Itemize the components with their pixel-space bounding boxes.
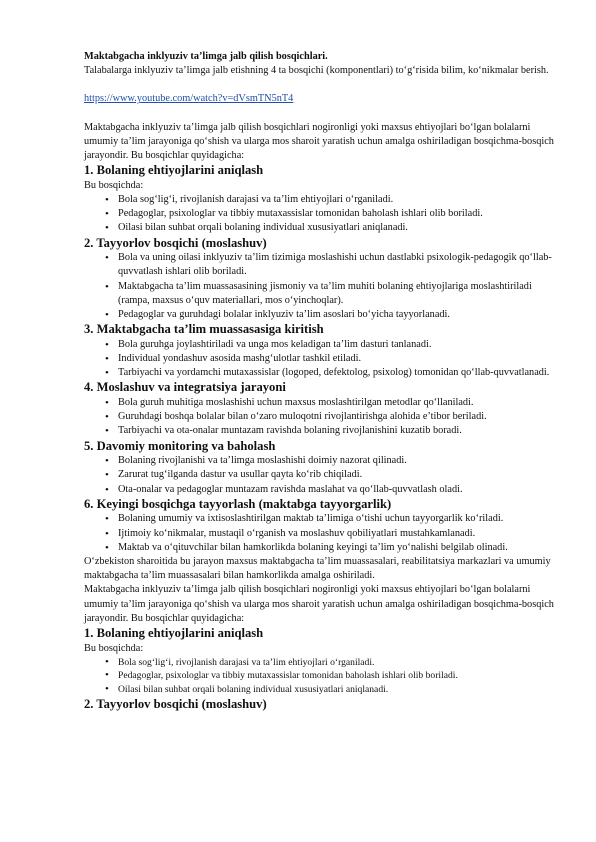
section-2-heading: 2. Tayyorlov bosqichi (moslashuv) (84, 235, 267, 250)
section-3-heading: 3. Maktabgacha ta’lim muassasasiga kiritish (84, 322, 324, 337)
list-item: • Bolaning rivojlanishi va ta’limga moslashishi doimiy nazorat qilinadi. (118, 454, 554, 468)
youtube-link[interactable]: https://www.youtube.com/watch?v=dVsmTN5nT4 (84, 93, 294, 105)
task-text: Talabalarga inklyuziv ta’limga jalb etishning 4 ta bosqichi (komponentlari) to‘g‘risida bilim, ko‘nikmalar berish. (84, 65, 549, 77)
list-item: • Pedagoglar va guruhdagi bolalar inklyuziv ta’lim asoslari bo‘yicha tayyorlanadi. (118, 308, 554, 322)
repeat-section-1-subtitle: Bu bosqichda: (84, 642, 144, 654)
conclusion-paragraph: O‘zbekiston sharoitida bu jarayon maxsus maktabgacha ta’lim muassasalari, reabilitatsiya markazlari va umumiy maktabgacha ta’lim muassasalari bilan hamkorlikda amalga oshiriladi. (84, 556, 551, 582)
list-item: • Oilasi bilan suhbat orqali bolaning individual xususiyatlari aniqlanadi. (118, 221, 554, 235)
list-item: • Pedagoglar, psixologlar va tibbiy mutaxassislar tomonidan baholash ishlari olib boriladi. (118, 669, 554, 683)
list-item: • Pedagoglar, psixologlar va tibbiy mutaxassislar tomonidan baholash ishlari olib boriladi. (118, 207, 554, 221)
section-1-heading: 1. Bolaning ehtiyojlarini aniqlash (84, 163, 264, 178)
list-item: • Guruhdagi boshqa bolalar bilan o‘zaro muloqotni rivojlantirishga alohida e’tibor beriladi. (118, 410, 554, 424)
list-item: • Ota-onalar va pedagoglar muntazam ravishda maslahat va qo‘llab-quvvatlash oladi. (118, 483, 554, 497)
list-item: • Tarbiyachi va ota-onalar muntazam ravishda bolaning rivojlanishini kuzatib boradi. (118, 424, 554, 438)
section-3-list (84, 338, 554, 381)
list-item: • Bola guruh muhitiga moslashishi uchun maxsus moslashtirilgan metodlar qo‘llaniladi. (118, 396, 554, 410)
list-item: • Bola sog‘lig‘i, rivojlanish darajasi va ta’lim ehtiyojlari o‘rganiladi. (118, 656, 554, 670)
section-5-heading: 5. Davomiy monitoring va baholash (84, 438, 276, 453)
section-1-subtitle: Bu bosqichda: (84, 179, 144, 191)
list-item: • Individual yondashuv asosida mashg‘ulotlar tashkil etiladi. (118, 352, 554, 366)
list-item: • Bola sog‘lig‘i, rivojlanish darajasi va ta’lim ehtiyojlari o‘rganiladi. (118, 193, 554, 207)
list-item: • Bola guruhga joylashtiriladi va unga mos keladigan ta’lim dasturi tanlanadi. (118, 338, 554, 352)
section-1-list (84, 193, 554, 236)
list-item: • Oilasi bilan suhbat orqali bolaning individual xususiyatlari aniqlanadi. (118, 683, 554, 697)
document-title: Maktabgacha inklyuziv ta’limga jalb qilish bosqichlari. (84, 51, 328, 62)
list-item: • Bolaning umumiy va ixtisoslashtirilgan maktab ta’limiga o‘tishi uchun tayyorgarlik ko‘riladi. (118, 512, 554, 526)
repeat-section-1-list (84, 656, 554, 697)
section-4-list (84, 396, 554, 439)
section-6-list (84, 512, 554, 555)
intro-paragraph: Maktabgacha inklyuziv ta’limga jalb qilish bosqichlari nogironligi yoki maxsus ehtiyojlari bo‘lgan bolalarni umumiy ta’lim jarayoniga qo‘shish va ularga mos sharoit yaratish uchun amalga oshiriladigan bosqichma-bosqich jarayondir. Bu bosqichlar quyidagicha: (84, 121, 554, 162)
document-page (84, 50, 554, 712)
intro-paragraph-repeat: Maktabgacha inklyuziv ta’limga jalb qilish bosqichlari nogironligi yoki maxsus ehtiyojlari bo‘lgan bolalarni umumiy ta’lim jarayoniga qo‘shish va ularga mos sharoit yaratish uchun amalga oshiriladigan bosqichma-bosqich jarayondir. Bu bosqichlar quyidagicha: (84, 584, 554, 624)
list-item: • Ijtimoiy ko‘nikmalar, mustaqil o‘rganish va moslashuv qobiliyatlari mustahkamlanadi. (118, 527, 554, 541)
list-item: • Bola va uning oilasi inklyuziv ta’lim tizimiga moslashishi uchun dastlabki psixologik-pedagogik qo‘llab-quvvatlash ishlari olib boriladi. (118, 251, 554, 279)
section-4-heading: 4. Moslashuv va integratsiya jarayoni (84, 380, 286, 395)
list-item: • Maktabgacha ta’lim muassasasining jismoniy va ta’lim muhiti bolaning ehtiyojlariga moslashtiriladi (rampa, maxsus o‘quv materiallari, mos o‘yinchoqlar). (118, 280, 554, 308)
section-2-list (84, 251, 554, 322)
list-item: • Maktab va o‘qituvchilar bilan hamkorlikda bolaning keyingi ta’lim yo‘nalishi belgilab olinadi. (118, 541, 554, 555)
list-item: • Zarurat tug‘ilganda dastur va usullar qayta ko‘rib chiqiladi. (118, 468, 554, 482)
repeat-section-1-heading: 1. Bolaning ehtiyojlarini aniqlash (84, 626, 264, 641)
repeat-section-2-heading: 2. Tayyorlov bosqichi (moslashuv) (84, 696, 267, 711)
section-5-list (84, 454, 554, 497)
list-item: • Tarbiyachi va yordamchi mutaxassislar (logoped, defektolog, psixolog) tomonidan qo‘llab-quvvatlanadi. (118, 366, 554, 380)
section-6-heading: 6. Keyingi bosqichga tayyorlash (maktabga tayyorgarlik) (84, 496, 392, 511)
